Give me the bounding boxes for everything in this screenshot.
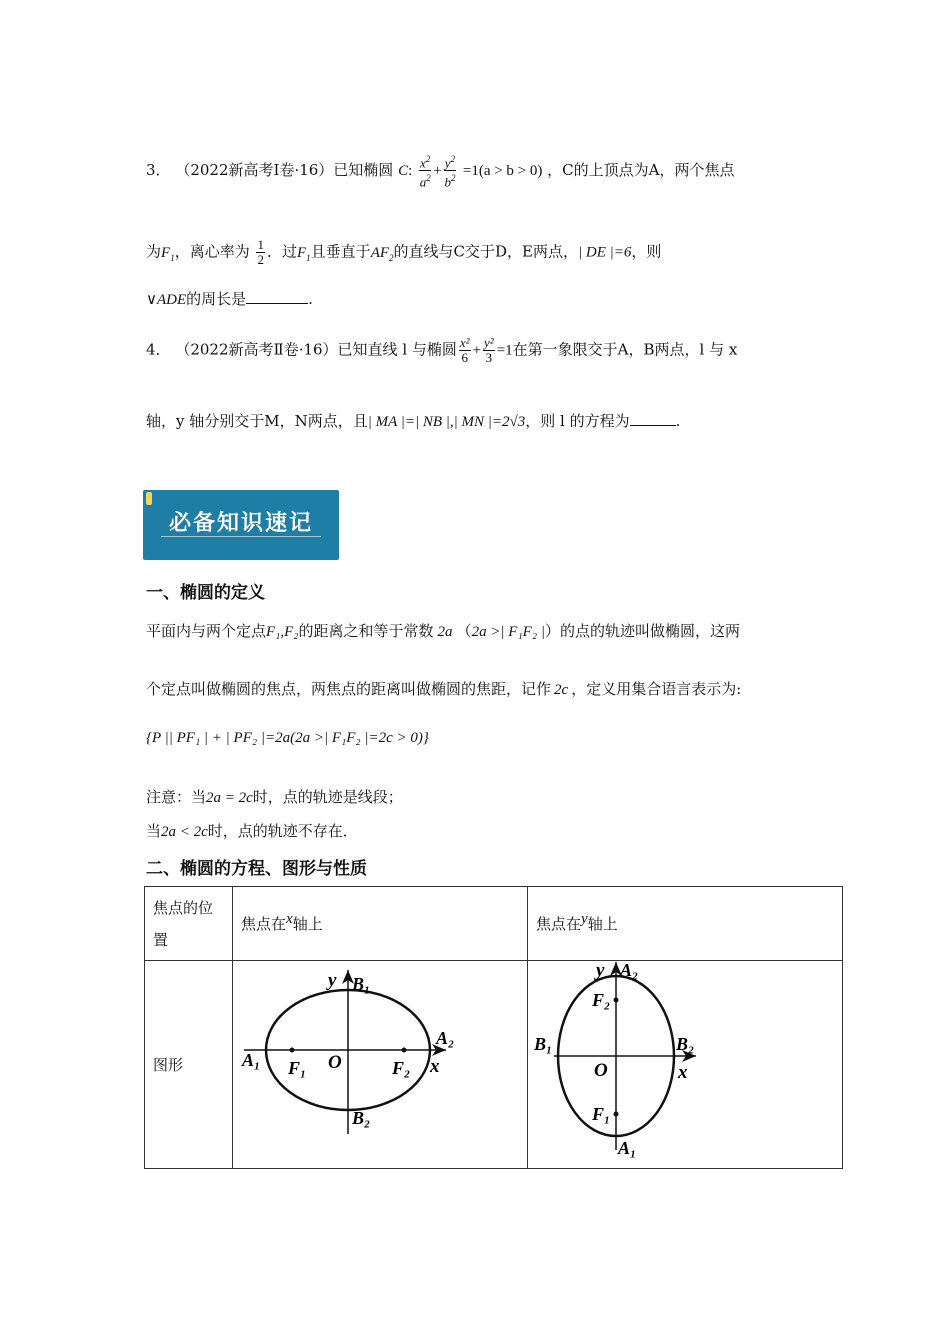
label-b2: B₂	[676, 1034, 695, 1054]
problem-3-line-2: 为$F_1$，离心率为 $\frac{1}{2}$ ．过$F_1$且垂直于$AF_2$的直线与C交于D，E两点，| DE |=6，则	[146, 237, 662, 267]
focus-f1: $F_1$	[161, 244, 175, 263]
text: 时，点的轨迹不存在．	[207, 822, 358, 840]
text: 的距离之和等于常数	[298, 622, 434, 640]
problem-4-line-2: 轴，y 轴分别交于M，N两点，且| MA |=| NB |,| MN |=2√3，则 l 的方程为 .	[146, 412, 681, 430]
problem-text: ，则	[631, 242, 662, 261]
label-x: x	[430, 1056, 440, 1077]
text: 当	[146, 822, 162, 840]
problem-text: ，则 l 的方程为	[525, 412, 630, 430]
problem-text: ，离心率为	[174, 242, 250, 261]
problem-text: 且垂直于	[310, 242, 371, 261]
segment-af: $AF_2$	[370, 244, 394, 263]
problem-text: 的直线与C交于D，E两点，	[393, 242, 578, 261]
table-row	[145, 887, 843, 961]
definition-line-1	[146, 620, 740, 643]
section-1-heading: 一、椭圆的定义	[146, 583, 265, 603]
de-length: | DE |=6	[577, 244, 632, 261]
eccentricity: $\frac{1}{2}$	[257, 237, 264, 267]
note-line-1	[146, 786, 403, 809]
row-label: 焦点的位置	[145, 887, 233, 961]
problem-text: ．过	[266, 242, 297, 261]
ellipse-name: C	[398, 162, 409, 179]
problem-text: ，C的上顶点为A，两个焦点	[547, 160, 735, 179]
focus-point-f1	[614, 1112, 619, 1117]
banner-title: 必备知识速记	[168, 511, 313, 536]
cell-y-axis: 焦点在y轴上	[528, 887, 843, 961]
label-f1: F₁	[288, 1058, 307, 1078]
problem-text: 为	[146, 242, 162, 261]
answer-blank[interactable]	[630, 411, 676, 426]
fraction-x: $\frac{x^2}{a^2}$	[419, 154, 431, 190]
fraction-x6: $\frac{\text{x²}}{6}$	[459, 335, 470, 365]
focus-point-f2	[402, 1048, 407, 1053]
fraction-y3: $\frac{\text{y²}}{3}$	[484, 335, 494, 365]
problem-text: 轴，y 轴分别交于M，N两点，且	[146, 412, 368, 430]
set-expression: {P || PF₁ | + | PF₂ |=2a(2a >| F₁F₂ |=2c > 0)}	[146, 730, 429, 746]
section-banner	[143, 490, 339, 560]
problem-source: （2022新高考Ⅰ卷·16）已知椭圆	[175, 160, 394, 179]
definition-line-2	[146, 678, 741, 701]
ellipse-x-figure	[236, 964, 522, 1140]
fraction-y: $\frac{y^2}{b^2}$	[444, 154, 456, 190]
section-2-heading: 二、椭圆的方程、图形与性质	[146, 859, 367, 879]
problem-number: 3．	[146, 160, 171, 179]
label-y: y	[328, 970, 337, 991]
label-origin: O	[594, 1060, 608, 1081]
label-b1: B₁	[534, 1034, 553, 1054]
inequality: 2a < 2c	[161, 824, 208, 840]
label-f1: F₁	[592, 1104, 611, 1124]
problem-number: 4．	[146, 340, 171, 359]
label-a1: A₁	[242, 1050, 261, 1070]
problem-text: 在第一象限交于A，B两点，l 与 x	[512, 340, 738, 359]
label-a2: A₂	[436, 1028, 455, 1048]
cell-x-axis: 焦点在x轴上	[233, 887, 528, 961]
banner-tab	[146, 492, 152, 505]
equation-tail: =1	[496, 342, 513, 359]
constant-2a: 2a	[437, 624, 453, 640]
label-b2: B₂	[352, 1108, 371, 1128]
label-f2: F₂	[592, 990, 611, 1010]
label-x: x	[678, 1062, 688, 1083]
text: 平面内与两个定点	[146, 622, 267, 640]
note-line-2	[146, 820, 358, 843]
label-a1: A₁	[618, 1138, 637, 1158]
label-origin: O	[328, 1052, 342, 1073]
text: 个定点叫做椭圆的焦点，两焦点的距离叫做椭圆的焦距，记作	[146, 680, 552, 698]
answer-blank[interactable]	[246, 289, 308, 304]
label-b1: B₁	[352, 974, 371, 994]
text: 时，点的轨迹是线段；	[252, 788, 403, 806]
equation: 2a = 2c	[206, 790, 253, 806]
ellipse-y-figure	[530, 958, 710, 1162]
equation-tail: =1(a > b > 0)	[462, 162, 543, 179]
label-y: y	[596, 960, 605, 981]
condition: 2a >| F₁F₂ |	[471, 624, 545, 640]
condition: | MA |=| NB |,| MN |=2√3	[367, 414, 526, 430]
foci: F₁,F₂	[266, 624, 299, 640]
text: 注意：当	[146, 788, 207, 806]
problem-4-line-1: 4． （2022新高考Ⅱ卷·16）已知直线 l 与椭圆 $\frac{\text{x²}}{6}$ + $\frac{\text{y²}}{3}$ =1在第一象限交于A，B两点，l 与 x	[146, 335, 738, 365]
problem-3-line-3: ∨ADE的周长是 .	[146, 290, 313, 308]
text: ）的点的轨迹叫做椭圆，这两	[544, 622, 740, 640]
focus-point-f2	[614, 998, 619, 1003]
label-f2: F₂	[392, 1058, 411, 1078]
problem-3-line-1: 3． （2022新高考Ⅰ卷·16）已知椭圆 C: $\frac{x^2}{a^2}$ + $\frac{y^2}{b^2}$ =1(a > b > 0) ，C的上顶点为A，两个焦点	[146, 154, 735, 190]
set-notation	[146, 726, 429, 749]
text: （	[456, 622, 472, 640]
problem-source: （2022新高考Ⅱ卷·16）已知直线 l 与椭圆	[175, 340, 457, 359]
focal-distance: 2c	[554, 682, 569, 698]
banner-rule	[161, 536, 321, 537]
row-label: 图形	[145, 961, 233, 1169]
label-a2: A₂	[620, 960, 639, 980]
triangle-ade: ∨ADE	[146, 292, 187, 308]
text: ，定义用集合语言表示为:	[571, 680, 742, 698]
problem-text: 的周长是	[186, 290, 247, 308]
focus-point-f1	[290, 1048, 295, 1053]
